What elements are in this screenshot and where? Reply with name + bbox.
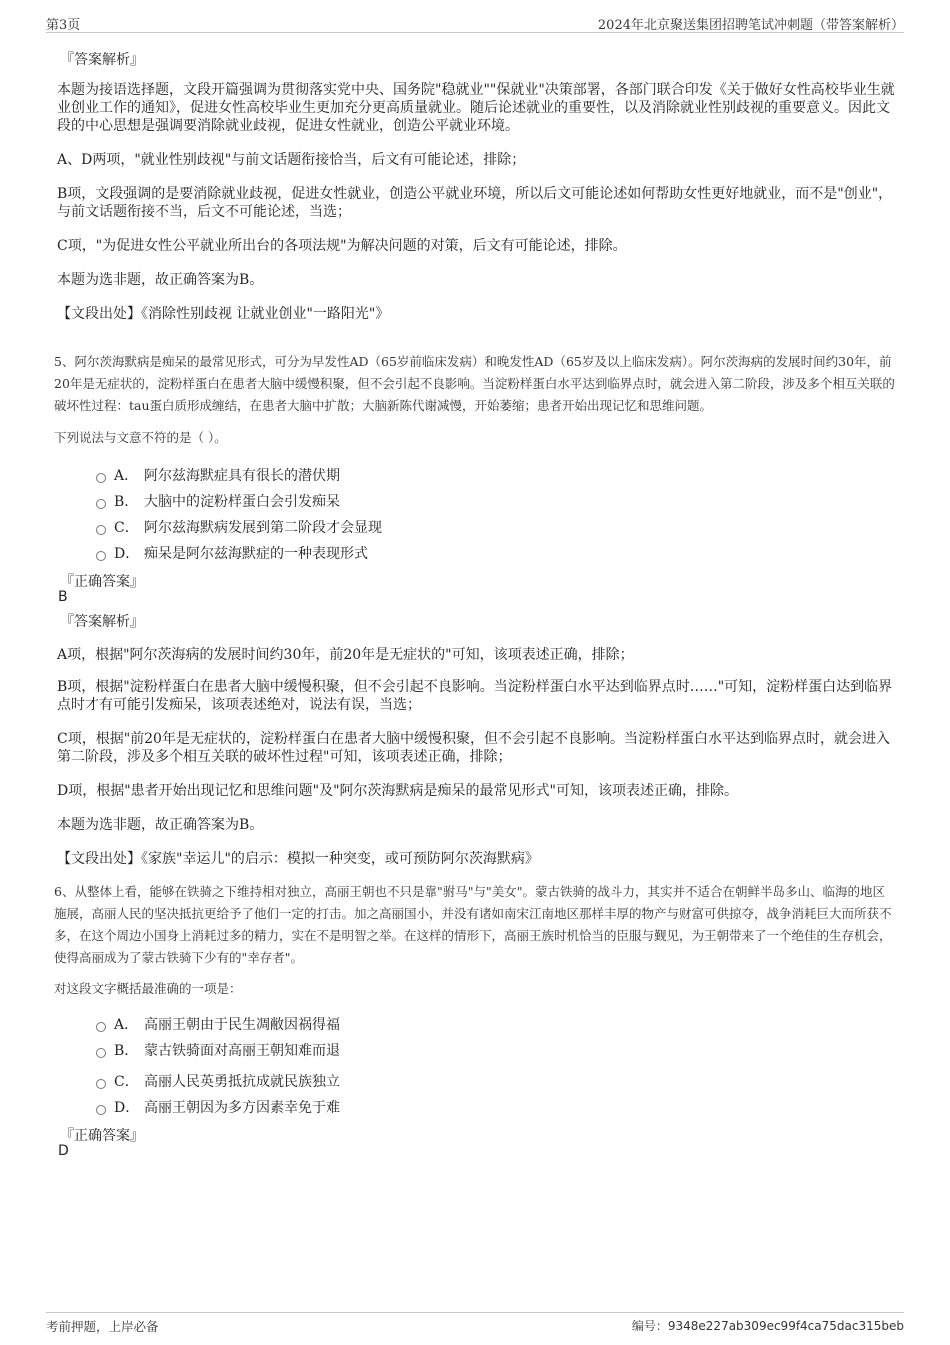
q4-analysis-p4: C项，"为促进女性公平就业所出台的各项法规"为解决问题的对策，后文有可能论述，排除。: [57, 238, 627, 254]
q4-analysis-p1: 本题为接语选择题，文段开篇强调为贯彻落实党中央、国务院"稳就业""保就业"决策部署，各部门联合印发《关于做好女性高校毕业生就业创业工作的通知》，促进女性高校毕业生更加充分更高质量就业。随后论述就业的重要性，以及消除就业性别歧视的重要意义。因此文段的中心思想是强调要消除就业歧视，促进女性就业，创造公平就业环境。: [57, 82, 895, 134]
q4-source: 【文段出处】《消除性别歧视 让就业创业"一路阳光"》: [57, 306, 390, 322]
q6-correct-label: 『正确答案』: [60, 1128, 144, 1144]
q6-answer: D: [58, 1143, 69, 1159]
radio-icon[interactable]: [96, 551, 106, 561]
radio-icon[interactable]: [96, 525, 106, 535]
q5-option-a[interactable]: A． 阿尔兹海默症具有很长的潜伏期: [96, 465, 340, 485]
radio-icon[interactable]: [96, 499, 106, 509]
q5-correct-label: 『正确答案』: [60, 574, 144, 590]
q5-analysis-label: 『答案解析』: [60, 614, 144, 630]
page-header: [46, 12, 904, 33]
page-footer: [46, 1312, 904, 1337]
q4-analysis-label: 『答案解析』: [60, 52, 144, 68]
footer-slogan: 考前押题，上岸必备: [46, 1319, 159, 1334]
q6-option-d[interactable]: D． 高丽王朝因为多方因素幸免于难: [96, 1097, 340, 1117]
q5-answer: B: [58, 589, 68, 605]
radio-icon[interactable]: [96, 473, 106, 483]
q5-ask: 下列说法与文意不符的是（ ）。: [54, 430, 227, 445]
page-number: 第3页: [46, 18, 81, 33]
q4-analysis-p3: B项，文段强调的是要消除就业歧视，促进女性就业，创造公平就业环境，所以后文可能论述如何帮助女性更好地就业，而不是"创业"，与前文话题衔接不当，后文不可能论述，当选；: [57, 186, 893, 220]
q6-ask: 对这段文字概括最准确的一项是：: [54, 981, 242, 996]
q5-source: 【文段出处】《家族"幸运儿"的启示：模拟一种突变，或可预防阿尔茨海默病》: [57, 851, 539, 867]
q5-option-c[interactable]: C． 阿尔兹海默病发展到第二阶段才会显现: [96, 517, 382, 537]
q6-question-text: 6、从整体上看，能够在铁骑之下维持相对独立，高丽王朝也不只是靠"驸马"与"美女"。蒙古铁骑的战斗力，其实并不适合在朝鲜半岛多山、临海的地区施展，高丽人民的坚决抵抗更给予了他们一定的打击。加之高丽国小，并没有诸如南宋江南地区那样丰厚的物产与财富可供掠夺，战争消耗巨大而所获不多，在这个周边小国身上消耗过多的精力，实在不是明智之举。在这样的情形下，高丽王族时机恰当的臣服与觐见，为王朝带来了一个绝佳的生存机会，使得高丽成为了蒙古铁骑下少有的"幸存者"。: [54, 884, 892, 965]
q4-analysis-p2: A、D两项，"就业性别歧视"与前文话题衔接恰当，后文有可能论述，排除；: [57, 152, 526, 168]
q5-option-b[interactable]: B． 大脑中的淀粉样蛋白会引发痴呆: [96, 491, 340, 511]
radio-icon[interactable]: [96, 1048, 106, 1058]
q5-analysis-a2: B项，根据"淀粉样蛋白在患者大脑中缓慢积聚，但不会引起不良影响。当淀粉样蛋白水平达到临界点时……"可知，淀粉样蛋白达到临界点时才有可能引发痴呆，该项表述绝对，说法有误，当选；: [57, 679, 893, 713]
q5-analysis-a3: C项，根据"前20年是无症状的，淀粉样蛋白在患者大脑中缓慢积聚，但不会引起不良影响。当淀粉样蛋白水平达到临界点时，就会进入第二阶段，涉及多个相互关联的破坏性过程"可知，该项表述正确，排除；: [57, 731, 890, 765]
q5-analysis-a1: A项，根据"阿尔茨海病的发展时间约30年，前20年是无症状的"可知，该项表述正确，排除；: [57, 647, 634, 663]
q5-question-text: 5、阿尔茨海默病是痴呆的最常见形式，可分为早发性AD（65岁前临床发病）和晚发性AD（65岁及以上临床发病）。阿尔茨海病的发展时间约30年，前20年是无症状的，淀粉样蛋白在患者大脑中缓慢积聚，但不会引起不良影响。当淀粉样蛋白水平达到临界点时，就会进入第二阶段，涉及多个相互关联的破坏性过程：tau蛋白质形成缠结，在患者大脑中扩散；大脑新陈代谢减慢，开始萎缩；患者开始出现记忆和思维问题。: [54, 354, 895, 413]
radio-icon[interactable]: [96, 1105, 106, 1115]
q5-option-d[interactable]: D． 痴呆是阿尔兹海默症的一种表现形式: [96, 543, 368, 563]
radio-icon[interactable]: [96, 1022, 106, 1032]
q6-option-c[interactable]: C． 高丽人民英勇抵抗成就民族独立: [96, 1071, 340, 1091]
radio-icon[interactable]: [96, 1079, 106, 1089]
q5-analysis-a5: 本题为选非题，故正确答案为B。: [57, 817, 264, 833]
document-id: 编号：9348e227ab309ec99f4ca75dac315beb: [631, 1319, 904, 1333]
q5-analysis-a4: D项，根据"患者开始出现记忆和思维问题"及"阿尔茨海默病是痴呆的最常见形式"可知，该项表述正确，排除。: [57, 783, 738, 799]
q4-analysis-p5: 本题为选非题，故正确答案为B。: [57, 272, 264, 288]
q6-option-b[interactable]: B． 蒙古铁骑面对高丽王朝知难而退: [96, 1040, 340, 1060]
document-title: 2024年北京聚送集团招聘笔试冲刺题（带答案解析）: [597, 18, 904, 33]
q6-option-a[interactable]: A． 高丽王朝由于民生凋敝因祸得福: [96, 1014, 340, 1034]
